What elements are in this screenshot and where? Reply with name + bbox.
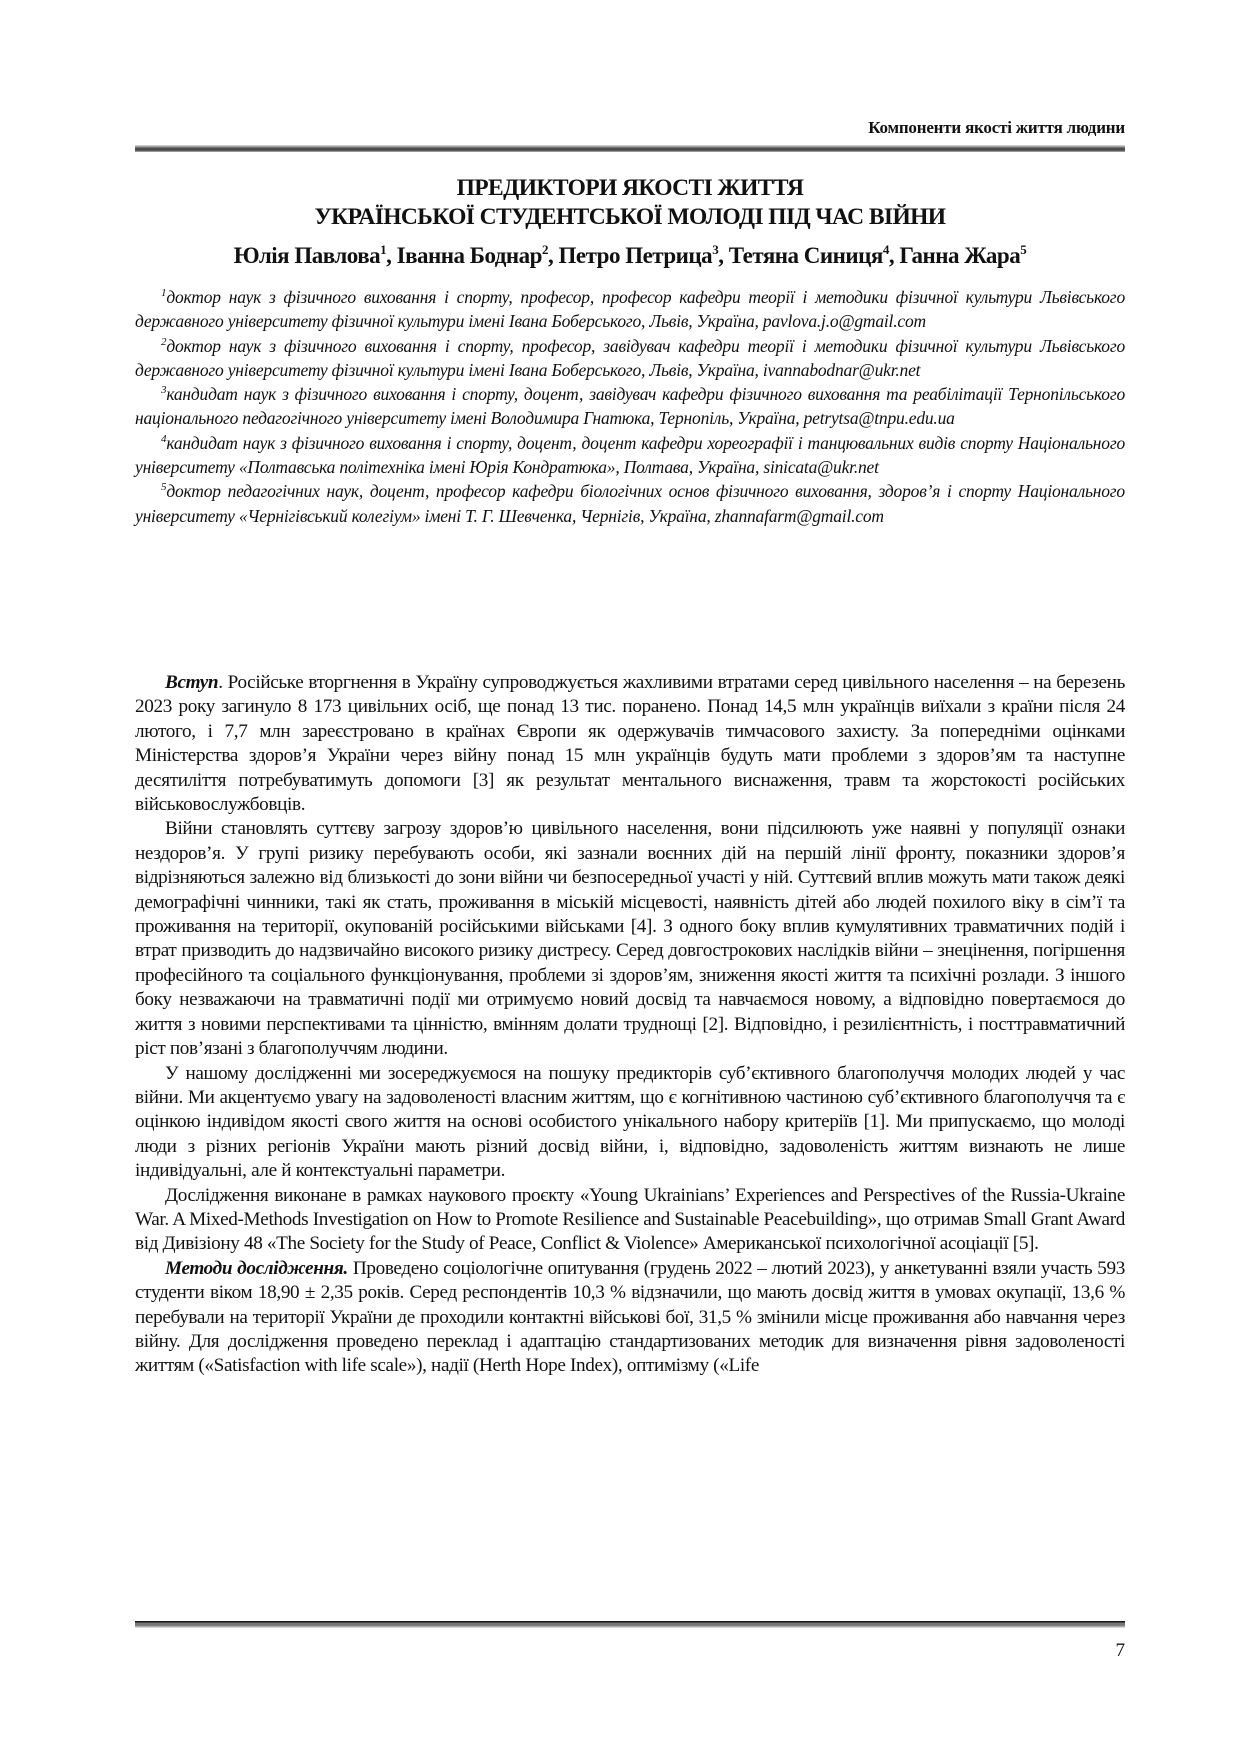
author: Юлія Павлова$^1$,: [233, 242, 397, 268]
section-lead: Методи дослідження.: [165, 1257, 348, 1279]
author: Петро Петрица$^3$,: [558, 242, 729, 268]
affiliations: [135, 285, 1125, 528]
author: Іванна Боднар$^2$,: [396, 242, 559, 268]
affiliation-item: $^1$доктор наук з фізичного виховання і спорту, професор, професор кафедри теорії і методики фізичної культури Львівського державного університету фізичної культури імені Івана Боберського, Львів, Україна, pavlova.j.o@gmail.com: [135, 287, 1125, 332]
author-list: [135, 243, 1125, 269]
paragraph: Війни становлять суттєву загрозу здоров’ю цивільного населення, вони підсилюють уже наявні у популяції ознаки нездоров’я. У групі ризику перебувають особи, які зазнали воєнних дій на першій лінії фронту, показники здоров’я відрізняються залежно від близькості до зони війни чи безпосередньої участі у ній. Суттєвий вплив можуть мати також деякі демографічні чинники, такі як стать, проживання в міській місцевості, наявність дітей або людей похилого віку в сім’ї та проживання на території, окупованій російськими військами [4]. З одного боку вплив кумулятивних травматичних подій і втрат призводить до надзвичайно високого ризику дистресу. Серед довгострокових наслідків війни – знецінення, погіршення професійного та соціального функціонування, проблеми зі здоров’ям, зниження якості життя та психічні розлади. З іншого боку незважаючи на травматичні події ми отримуємо новий досвід та навчаємося новому, а відповідно повертаємося до життя з новими перспективами та цінністю, вмінням долати труднощі [2]. Відповідно, і резилієнтність, і посттравматичний ріст пов’язані з благополуччям людини.: [135, 818, 1125, 1060]
affiliation-item: $^2$доктор наук з фізичного виховання і спорту, професор, завідувач кафедри теорії і методики фізичної культури Львівського державного університету фізичної культури імені Івана Боберського, Львів, Україна, ivannabodnar@ukr.net: [135, 335, 1125, 380]
paragraph-introduction: Вступ. Російське вторгнення в Україну супроводжується жахливими втратами серед цивільного населення – на березень 2023 року загинуло 8 173 цивільних осіб, ще понад 13 тис. поранено. Понад 14,5 млн українців виїхали з країни після 24 лютого, і 7,7 млн зареєстровано в країнах Європи як одержувачів тимчасового захисту. За попередніми оцінками Міністерства здоров’я України через війну понад 15 млн українців будуть мати проблеми з здоров’ям та наступне десятиліття потребуватимуть допомоги [3] як результат ментального виснаження, травм та жорстокості російських військовослужбовців.: [135, 672, 1125, 816]
author-affil-mark: 3: [712, 242, 719, 257]
title-line-2: УКРАЇНСЬКОЇ СТУДЕНТСЬКОЇ МОЛОДІ ПІД ЧАС ВІЙНИ: [314, 204, 946, 230]
affiliation-item: $^3$кандидат наук з фізичного виховання і спорту, доцент, завідувач кафедри фізичного виховання та реабілітації Тернопільського національного педагогічного університету імені Володимира Гнатюка, Тернопіль, Україна, petrytsa@tnpu.edu.ua: [135, 384, 1125, 429]
affiliation-item: $^5$доктор педагогічних наук, доцент, професор кафедри біологічних основ фізичного виховання, здоров’я і спорту Національного університету «Чернігівський колегіум» імені Т. Г. Шевченка, Чернігів, Україна, zhannafarm@gmail.com: [135, 481, 1125, 526]
article-title: [135, 174, 1125, 232]
author-affil-mark: 5: [1020, 242, 1027, 257]
header-rule: [135, 145, 1125, 152]
author-affil-mark: 1: [380, 242, 387, 257]
section-lead: Вступ: [165, 672, 219, 693]
author-affil-mark: 2: [541, 242, 548, 257]
paragraph: У нашому дослідженні ми зосереджуємося на пошуку предикторів суб’єктивного благополуччя молодих людей у час війни. Ми акцентуємо увагу на задоволеності власним життям, що є когнітивною частиною суб’єктивного благополуччя та є оцінкою індивідом якості свого життя на основі особистого унікального набору критеріїв [1]. Ми припускаємо, що молоді люди з різних регіонів України мають різний досвід війни, і, відповідно, задоволеність життям визнають не лише індивідуальні, але й контекстуальні параметри.: [135, 1062, 1125, 1182]
running-header: Компоненти якості життя людини: [868, 118, 1125, 137]
article-body: [135, 671, 1125, 1379]
footer-rule: [135, 1621, 1125, 1628]
author: Тетяна Синиця$^4$,: [728, 242, 900, 268]
paragraph: Дослідження виконане в рамках наукового проєкту «Young Ukrainians’ Experiences and Perspectives of the Russia-Ukraine War. A Mixed-Methods Investigation on How to Promote Resilience and Sustainable Peacebuilding», що отримав Small Grant Award від Дивізіону 48 «The Society for the Study of Peace, Conflict & Violence» Американської психологічної асоціації [5].: [135, 1184, 1125, 1255]
title-line-1: ПРЕДИКТОРИ ЯКОСТІ ЖИТТЯ: [456, 175, 804, 201]
paragraph-methods: Методи дослідження. Проведено соціологічне опитування (грудень 2022 – лютий 2023), у анкетуванні взяли участь 593 студенти віком 18,90 ± 2,35 років. Серед респондентів 10,3 % відзначили, що мають досвід життя в умовах окупації, 13,6 % перебували на території України де проходили контактні військові бої, 31,5 % змінили місце проживання або навчання через війну. Для дослідження проведено переклад і адаптацію стандартизованих методик для визначення рівня задоволеності життям («Satisfaction with life scale»), надії (Herth Hope Index), оптимізму («Life: [135, 1257, 1125, 1377]
author: Ганна Жара$^5$: [899, 242, 1027, 268]
author-affil-mark: 4: [882, 242, 889, 257]
page-number: 7: [1115, 1640, 1125, 1661]
affiliation-item: $^4$кандидат наук з фізичного виховання і спорту, доцент, доцент кафедри хореографії і танцювальних видів спорту Національного університету «Полтавська політехніка імені Юрія Кондратюка», Полтава, Україна, sinicata@ukr.net: [135, 432, 1125, 478]
